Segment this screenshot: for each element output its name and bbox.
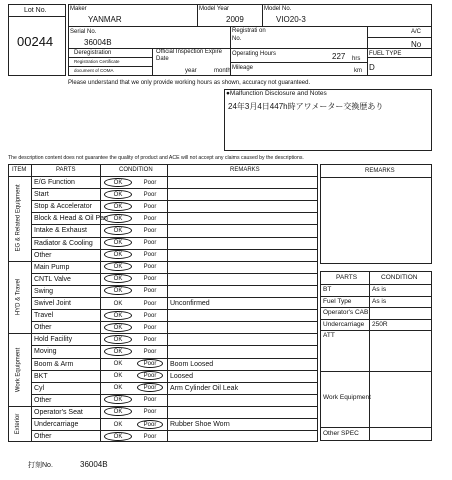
lot-number: 00244	[17, 34, 54, 49]
spec-row-divider	[320, 427, 432, 428]
row-divider	[31, 212, 318, 213]
registration-label: Registrati on No.	[232, 28, 266, 42]
coma-label: document of COMA	[74, 68, 114, 73]
right-remarks-box	[320, 164, 432, 264]
row-divider	[31, 309, 318, 310]
maker-label: Maker	[70, 6, 87, 12]
serial-label: Serial No.	[70, 29, 97, 35]
spec-part: BT	[323, 286, 332, 293]
condition-poor: Poor	[143, 397, 157, 404]
row-divider	[31, 382, 318, 383]
spec-part: Fuel Type	[323, 297, 352, 305]
row-divider	[31, 297, 318, 298]
model-no-label: Model No.	[264, 6, 292, 12]
ok-circle-mark	[104, 178, 132, 187]
row-part: Swivel Joint	[34, 300, 71, 307]
condition-poor: Poor	[143, 373, 157, 380]
hours-notice: Please understand that we only provide working hours as shown, accuracy not guaranteed.	[68, 80, 311, 86]
footer-label: 打刻No.	[28, 462, 53, 469]
condition-poor: Poor	[143, 191, 157, 198]
condition-ok: OK	[113, 324, 123, 331]
spec-header-divider	[320, 284, 432, 285]
row-part: Other	[34, 396, 52, 404]
spec-part: Undercarriage	[323, 320, 365, 328]
group-label: Exterior	[15, 413, 22, 435]
condition-poor: Poor	[143, 276, 157, 283]
ok-circle-mark	[104, 190, 132, 199]
mileage-unit: km	[354, 68, 362, 74]
row-divider	[31, 285, 318, 286]
column-divider	[167, 164, 168, 442]
row-divider	[31, 394, 318, 395]
spec-value: As is	[372, 286, 387, 293]
row-part: Other	[34, 324, 52, 332]
condition-ok: OK	[113, 240, 123, 246]
condition-poor: Poor	[143, 336, 157, 343]
ok-circle-mark	[104, 214, 132, 223]
row-part: Operator's Seat	[34, 408, 83, 416]
header-remarks: REMARKS	[230, 167, 260, 173]
condition-poor: Poor	[143, 421, 157, 428]
right-remarks-header: REMARKS	[365, 168, 395, 174]
header-item: ITEM	[12, 167, 27, 173]
condition-poor: Poor	[143, 215, 157, 222]
spec-header-condition: CONDITION	[381, 274, 418, 281]
row-divider	[31, 200, 318, 201]
group-label: HYD & Travel	[15, 278, 22, 316]
row-part: Other	[34, 433, 52, 441]
model-year-value: 2009	[226, 15, 244, 24]
condition-ok: OK	[113, 373, 123, 380]
row-divider	[31, 224, 318, 225]
group-label: EG & Related Equipment	[15, 184, 22, 252]
model-no-value: VIO20-3	[276, 15, 306, 24]
column-divider	[100, 164, 101, 442]
condition-ok: OK	[113, 312, 123, 319]
fuel-type-value: D	[369, 63, 375, 72]
model-year-label: Model Year	[199, 6, 230, 12]
row-part: Stop & Accelerator	[34, 203, 92, 211]
row-remark: Boom Loosed	[170, 360, 214, 368]
condition-ok: OK	[113, 252, 123, 259]
row-part: Block & Head & Oil Pan	[34, 215, 108, 223]
row-part: Boom & Arm	[34, 360, 74, 368]
condition-ok: OK	[113, 300, 123, 307]
condition-ok: OK	[113, 288, 123, 295]
condition-ok: OK	[113, 227, 123, 234]
header-parts: PARTS	[56, 167, 76, 173]
condition-poor: Poor	[143, 348, 157, 355]
row-part: Main Pump	[34, 263, 70, 271]
row-divider	[31, 237, 318, 238]
row-remark: Loosed	[170, 372, 193, 380]
row-part: Start	[34, 191, 49, 199]
row-divider	[31, 249, 318, 250]
condition-ok: OK	[113, 397, 123, 404]
row-divider	[31, 370, 318, 371]
spec-part: Work Equipment	[323, 394, 371, 401]
row-remark: Rubber Shoe Worn	[170, 421, 230, 428]
condition-poor: Poor	[143, 264, 157, 271]
row-divider	[31, 358, 318, 359]
row-remark: Arm Cylinder Oil Leak	[170, 384, 239, 392]
row-divider	[31, 188, 318, 189]
condition-poor: Poor	[143, 203, 157, 210]
condition-ok: OK	[113, 203, 123, 210]
group-label: Work Equipment	[15, 347, 22, 392]
row-part: Cyl	[34, 384, 45, 392]
group-divider	[8, 261, 318, 262]
month-label: month	[214, 68, 231, 74]
malfunction-title: ●Malfunction Disclosure and Notes	[226, 90, 327, 97]
registration-certificate-label: Registration Certificate	[74, 59, 120, 64]
condition-ok: OK	[113, 348, 123, 355]
spec-row-divider	[320, 330, 432, 331]
row-part: Intake & Exhaust	[34, 227, 87, 235]
ok-circle-mark	[104, 238, 132, 247]
spec-part: ATT	[323, 332, 335, 339]
malfunction-text: 24年3月4日447h時アワメーター交換歴あり	[228, 102, 384, 111]
operating-hours-value: 227	[332, 52, 346, 61]
condition-ok: OK	[113, 336, 123, 343]
spec-divider	[369, 271, 370, 441]
spec-part: Other SPEC	[323, 430, 359, 437]
ok-circle-mark	[104, 335, 132, 344]
mileage-label: Mileage	[232, 65, 254, 71]
spec-row-divider	[320, 307, 432, 308]
row-part: Radiator & Cooling	[34, 239, 93, 247]
ok-circle-mark	[104, 347, 132, 356]
lot-label: Lot No.	[24, 7, 47, 14]
spec-value: As is	[372, 297, 387, 305]
row-remark: Unconfirmed	[170, 300, 210, 307]
description-notice: The description content does not guarantee the quality of product and ACE will not accept any claims caused by the descriptions.	[8, 155, 304, 161]
row-part: Moving	[34, 348, 57, 356]
row-part: E/G Function	[34, 179, 75, 186]
condition-ok: OK	[113, 433, 123, 440]
condition-ok: OK	[113, 409, 123, 416]
spec-row-divider	[320, 319, 432, 320]
spec-row-divider	[320, 296, 432, 297]
malfunction-box	[224, 89, 432, 151]
condition-poor: Poor	[143, 240, 157, 246]
footer-value: 36004B	[80, 460, 108, 469]
condition-ok: OK	[113, 421, 123, 428]
group-divider	[8, 333, 318, 334]
condition-poor: Poor	[143, 409, 157, 416]
poor-circle-mark	[137, 359, 163, 368]
poor-circle-mark	[137, 420, 163, 429]
spec-frame	[320, 271, 432, 441]
row-divider	[31, 418, 318, 419]
ok-circle-mark	[104, 432, 132, 441]
condition-poor: Poor	[143, 312, 157, 319]
row-divider	[31, 345, 318, 346]
ac-value: No	[411, 40, 422, 49]
condition-poor: Poor	[143, 252, 157, 259]
ok-circle-mark	[104, 202, 132, 211]
condition-ok: OK	[113, 361, 123, 367]
condition-poor: Poor	[143, 433, 157, 440]
header-condition: CONDITION	[119, 167, 153, 173]
condition-ok: OK	[113, 215, 123, 222]
row-part: Other	[34, 251, 52, 259]
operating-hours-label: Operating Hours	[232, 51, 277, 57]
condition-poor: Poor	[143, 179, 157, 186]
condition-ok: OK	[113, 385, 123, 392]
spec-value: 250R	[372, 320, 388, 328]
maker-value: YANMAR	[88, 15, 122, 24]
condition-poor: Poor	[143, 361, 157, 367]
ok-circle-mark	[104, 311, 132, 320]
fuel-type-label: FUEL TYPE	[369, 51, 402, 57]
row-part: CNTL Valve	[34, 275, 71, 283]
deregistration-label: Deregistration	[74, 50, 112, 56]
condition-poor: Poor	[143, 324, 157, 331]
serial-value: 36004B	[84, 38, 112, 47]
row-divider	[31, 430, 318, 431]
condition-poor: Poor	[143, 300, 157, 307]
row-part: Undercarriage	[34, 421, 79, 428]
ok-circle-mark	[104, 323, 132, 332]
condition-ok: OK	[113, 276, 123, 283]
year-label: year	[185, 68, 197, 74]
condition-poor: Poor	[143, 288, 157, 295]
row-part: Travel	[34, 312, 54, 320]
row-part: BKT	[34, 372, 48, 380]
spec-part: Operator's CAB	[323, 309, 369, 316]
hours-unit: hrs	[352, 56, 361, 62]
condition-ok: OK	[113, 179, 123, 186]
condition-ok: OK	[113, 191, 123, 198]
row-part: Hold Facility	[34, 336, 73, 344]
spec-row-divider	[320, 371, 432, 372]
condition-poor: Poor	[143, 385, 157, 392]
spec-header-parts: PARTS	[336, 274, 358, 281]
group-divider	[8, 406, 318, 407]
row-divider	[31, 321, 318, 322]
header-divider	[8, 176, 318, 177]
condition-ok: OK	[113, 264, 123, 271]
ok-circle-mark	[104, 226, 132, 235]
row-part: Swing	[34, 287, 54, 295]
row-divider	[31, 273, 318, 274]
column-divider	[31, 164, 32, 442]
condition-poor: Poor	[143, 227, 157, 234]
official-inspection-label: Official Inspection Expire Date	[156, 49, 222, 63]
ac-label: A/C	[411, 29, 422, 35]
